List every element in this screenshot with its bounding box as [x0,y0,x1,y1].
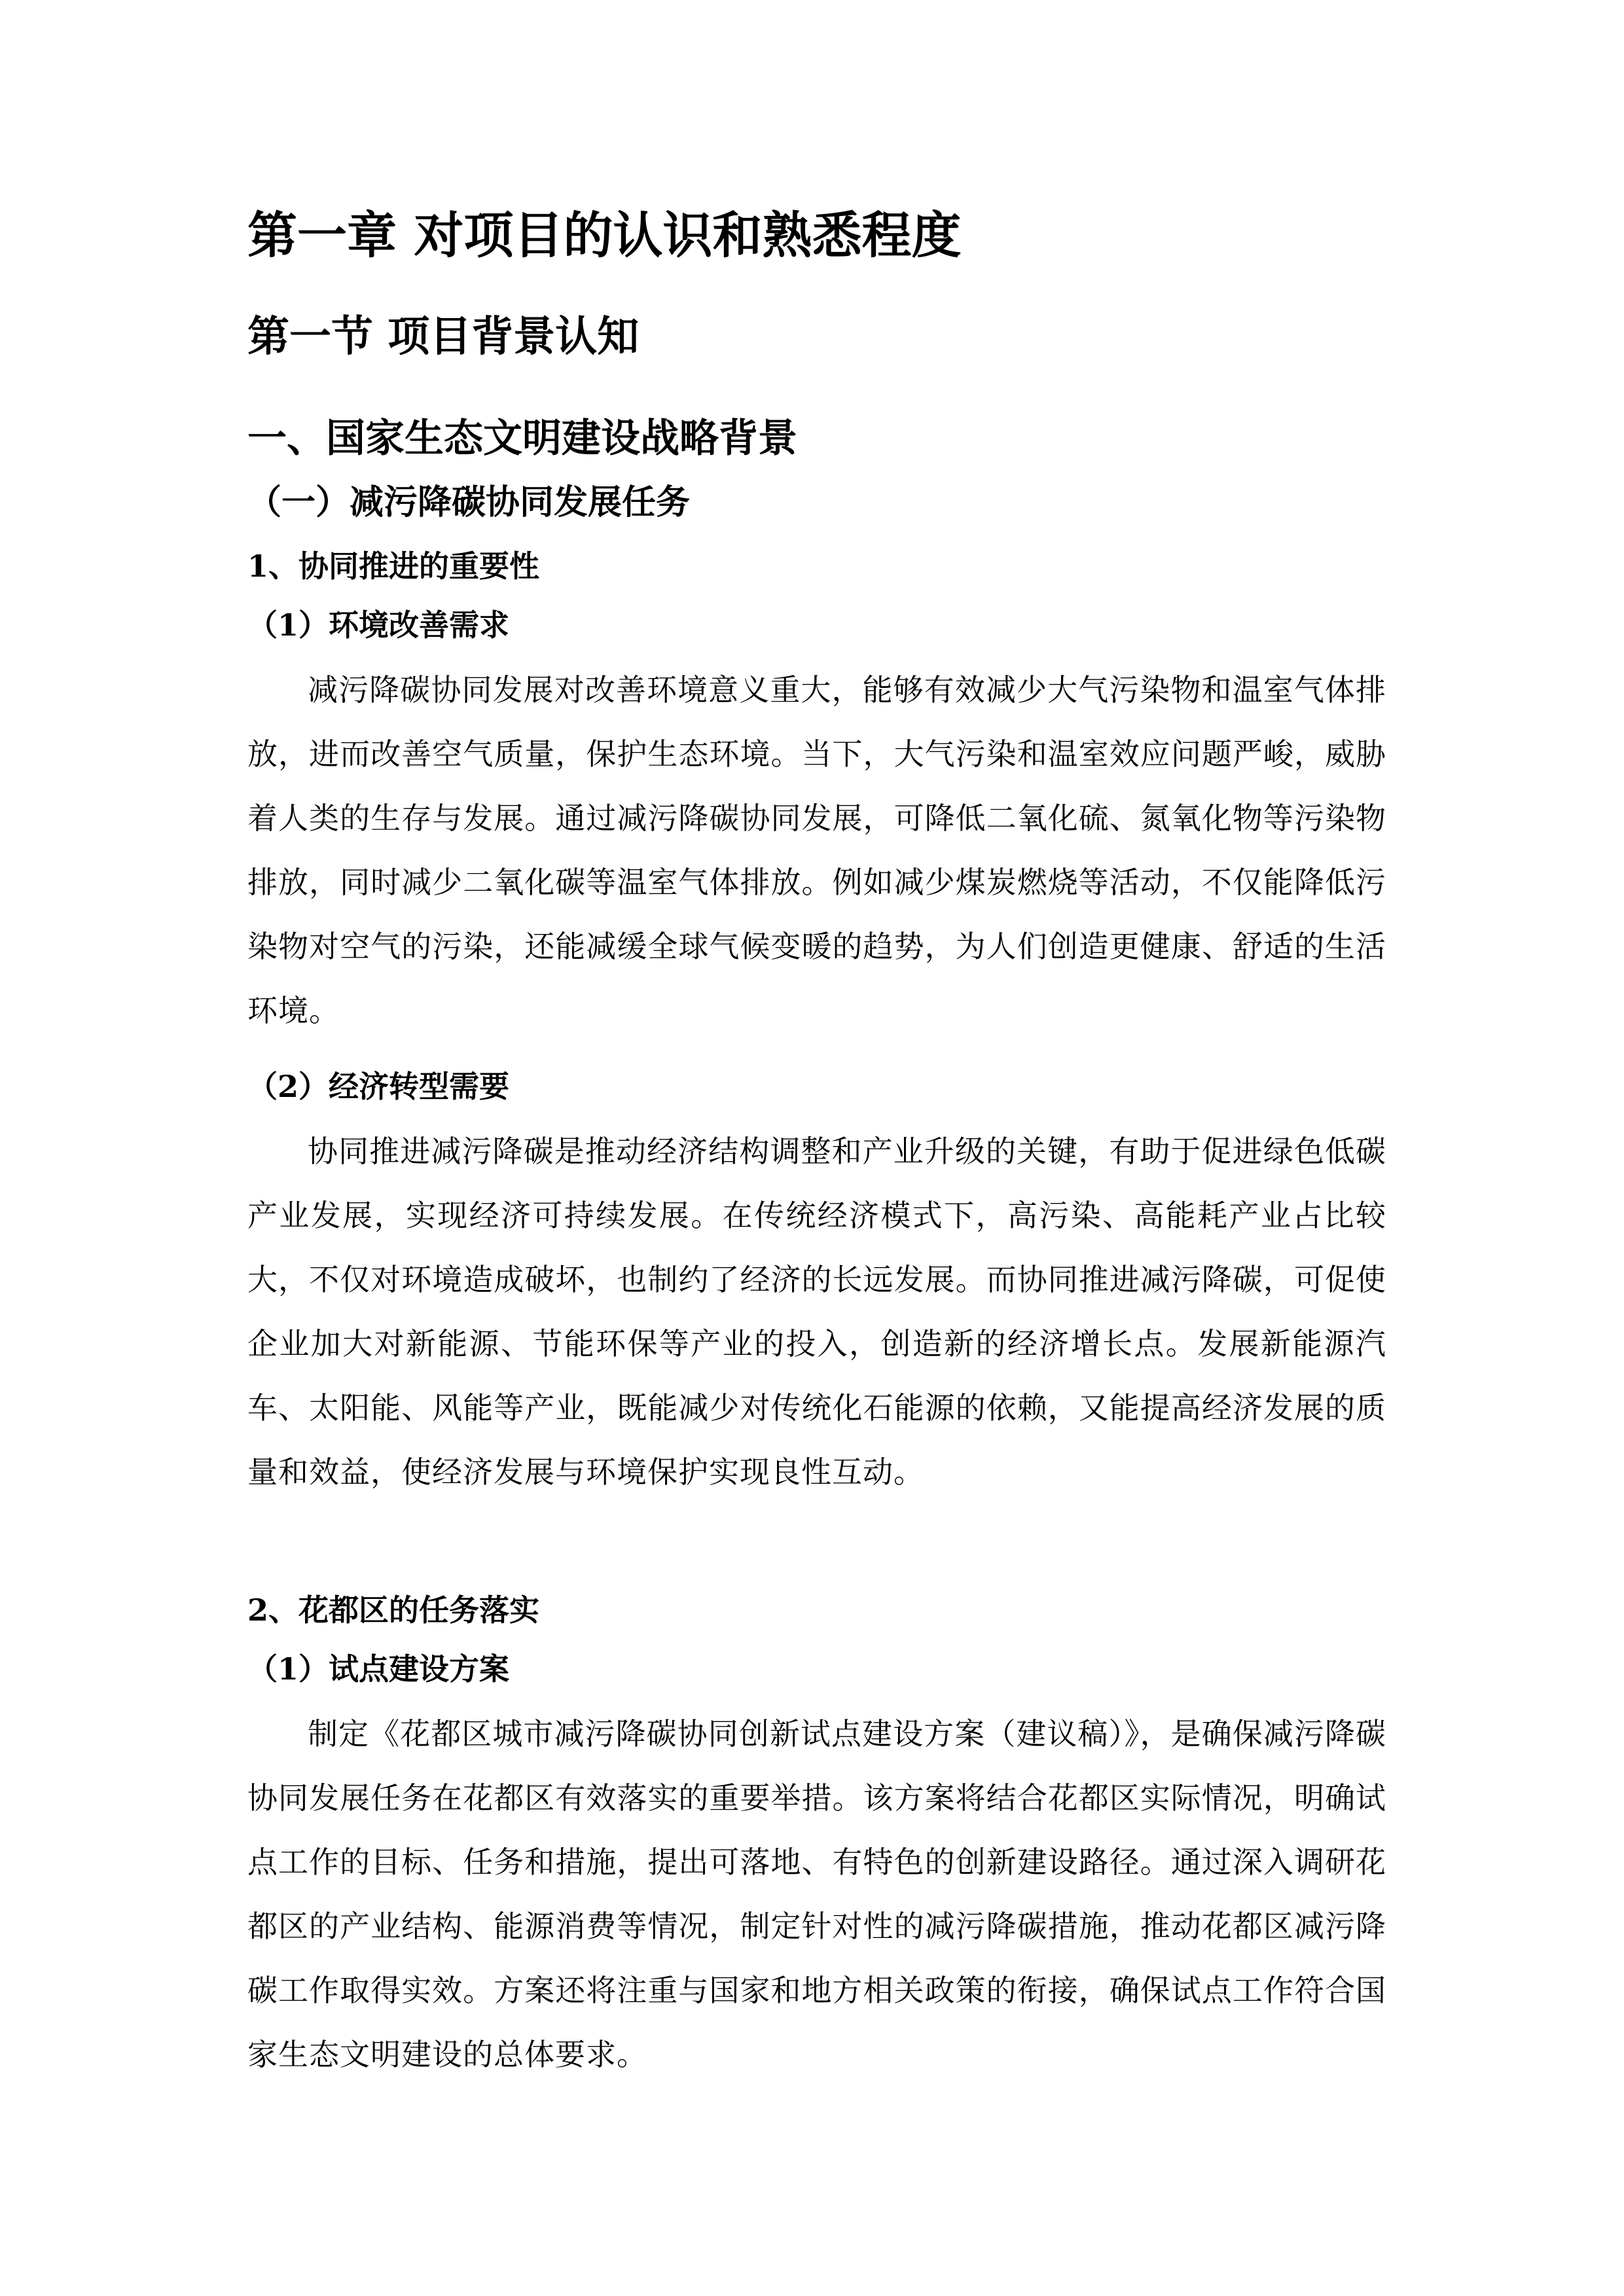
section-title: 第一节 项目背景认知 [247,312,640,361]
chapter-title: 第一章 对项目的认识和熟悉程度 [247,206,962,264]
topic1-item1-paragraph: 减污降碳协同发展对改善环境意义重大，能够有效减少大气污染物和温室气体排放，进而改善空气质量，保护生态环境。当下，大气污染和温室效应问题严峻，威胁着人类的生存与发展。通过减污降碳协同发展，可降低二氧化硫、氮氧化物等污染物排放，同时减少二氧化碳等温室气体排放。例如减少煤炭燃烧等活动，不仅能降低污染物对空气的污染，还能减缓全球气候变暖的趋势，为人们创造更健康、舒适的生活环境。 [247,672,1386,1028]
topic1-item2-paragraph: 协同推进减污降碳是推动经济结构调整和产业升级的关键，有助于促进绿色低碳产业发展，实现经济可持续发展。在传统经济模式下，高污染、高能耗产业占比较大，不仅对环境造成破坏，也制约了经济的长远发展。而协同推进减污降碳，可促使企业加大对新能源、节能环保等产业的投入，创造新的经济增长点。发展新能源汽车、太阳能、风能等产业，既能减少对传统化石能源的依赖，又能提高经济发展的质量和效益，使经济发展与环境保护实现良性互动。 [247,1134,1386,1490]
topic2-title: 2、花都区的任务落实 [247,1592,540,1628]
part-title: （一）减污降碳协同发展任务 [247,482,691,522]
topic2-item1-paragraph: 制定《花都区城市减污降碳协同创新试点建设方案（建议稿）》，是确保减污降碳协同发展任务在花都区有效落实的重要举措。该方案将结合花都区实际情况，明确试点工作的目标、任务和措施，提出可落地、有特色的创新建设路径。通过深入调研花都区的产业结构、能源消费等情况，制定针对性的减污降碳措施，推动花都区减污降碳工作取得实效。方案还将注重与国家和地方相关政策的衔接，确保试点工作符合国家生态文明建设的总体要求。 [247,1716,1386,2072]
topic1-item1-title: （1）环境改善需求 [247,607,510,643]
subsection-title: 一、国家生态文明建设战略背景 [247,416,797,461]
topic2-item1-title: （1）试点建设方案 [247,1651,510,1687]
topic1-item2-title: （2）经济转型需要 [247,1069,510,1104]
topic1-title: 1、协同推进的重要性 [247,548,540,584]
